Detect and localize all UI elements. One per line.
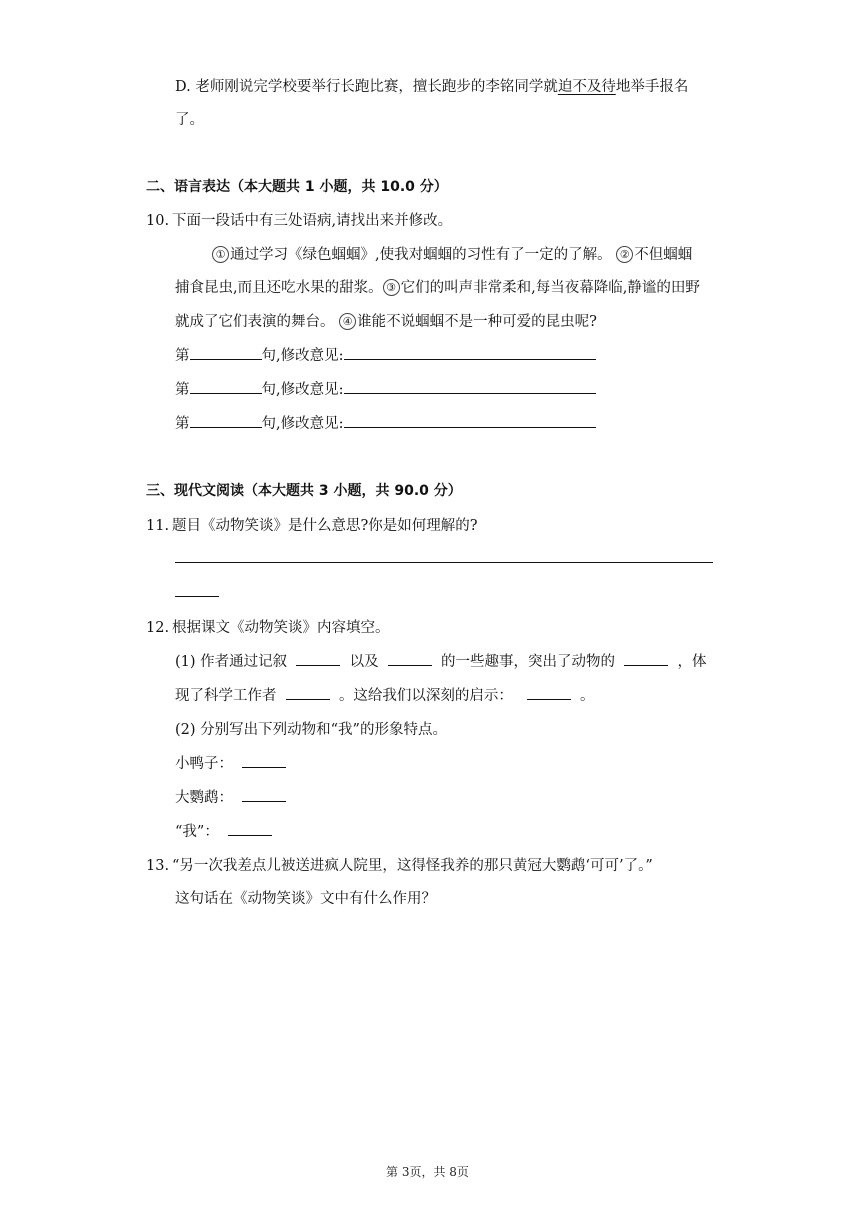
q10-passage-line1: [212, 243, 692, 264]
sentence-number-blank[interactable]: [190, 345, 262, 360]
revision-blank[interactable]: [344, 345, 596, 360]
q12-item-me: [175, 820, 272, 841]
q12-blank-3[interactable]: [624, 651, 668, 666]
q9-text-prefix: D. 老师刚说完学校要举行长跑比赛，擅长跑步的李铭同学就: [175, 79, 558, 95]
parrot-blank[interactable]: [242, 787, 286, 802]
answer-prefix: 第: [175, 348, 190, 364]
q10-prompt-text: 下面一段话中有三处语病,请找出来并修改。: [172, 213, 453, 229]
q12-p1-text-e: 现了科学工作者: [175, 688, 277, 704]
sentence-4: 谁能不说蝈蝈不是一种可爱的昆虫呢?: [357, 314, 597, 330]
q11-answer-line-1[interactable]: [175, 562, 713, 563]
q10-answer-row-3: [175, 412, 596, 433]
answer-label: 句,修改意见:: [261, 416, 344, 432]
q12-blank-1[interactable]: [296, 651, 340, 666]
q12-prompt-text: 根据课文《动物笑谈》内容填空。: [172, 620, 390, 636]
sentence-1: 通过学习《绿色蝈蝈》,使我对蝈蝈的习性有了一定的了解。: [230, 247, 612, 263]
answer-label: 句,修改意见:: [261, 382, 344, 398]
me-label: “我”：: [175, 824, 219, 840]
section-3-heading: 三、现代文阅读（本大题共 3 小题，共 90.0 分）: [146, 483, 462, 499]
answer-label: 句,修改意见:: [261, 348, 344, 364]
revision-blank[interactable]: [344, 413, 596, 428]
q10-answer-row-2: [175, 378, 596, 399]
sentence-number-blank[interactable]: [190, 379, 262, 394]
section-2-heading: 二、语言表达（本大题共 1 小题，共 10.0 分）: [146, 179, 448, 195]
q12-blank-4[interactable]: [286, 685, 330, 700]
q12-blank-5[interactable]: [527, 685, 571, 700]
answer-prefix: 第: [175, 382, 190, 398]
q10-number: 10.: [146, 213, 170, 229]
q12-prompt: [146, 616, 390, 637]
parrot-label: 大鹦鹉：: [175, 790, 233, 806]
q13-quote: “另一次我差点儿被送进疯人院里，这得怪我养的那只黄冠大鹦鹉‘可可’了。”: [172, 858, 653, 874]
q13-line2: 这句话在《动物笑谈》文中有什么作用？: [175, 891, 436, 907]
q12-p1-text-a: (1) 作者通过记叙: [175, 654, 288, 670]
q13-line1: [146, 854, 653, 875]
q12-number: 12.: [146, 620, 170, 636]
q10-answer-row-1: [175, 344, 596, 365]
q9-text-suffix: 地举手报名: [615, 79, 689, 95]
q12-part1-line1: [175, 650, 706, 671]
sentence-1-marker: ①: [212, 246, 229, 263]
q11-answer-line-2[interactable]: [175, 596, 219, 597]
sentence-3-part-b: 就成了它们表演的舞台。: [175, 314, 335, 330]
q12-p1-text-b: 以及: [349, 654, 379, 670]
q12-p1-text-g: 。: [579, 688, 595, 704]
me-blank[interactable]: [228, 821, 272, 836]
q12-part2: (2) 分别写出下列动物和“我”的形象特点。: [175, 722, 447, 738]
sentence-2-part-b: 捕食昆虫,而且还吃水果的甜浆。: [175, 280, 383, 296]
revision-blank[interactable]: [344, 379, 596, 394]
page-footer: 第 3页，共 8页: [386, 1165, 469, 1179]
q12-p1-text-f: 。这给我们以深刻的启示：: [338, 688, 513, 704]
q11-prompt: [146, 514, 478, 535]
q11-number: 11.: [146, 518, 170, 534]
q9-option-d-line1: [175, 75, 688, 96]
duckling-label: 小鸭子：: [175, 756, 233, 772]
answer-prefix: 第: [175, 416, 190, 432]
sentence-2-marker: ②: [616, 246, 633, 263]
q12-p1-text-d: ，体: [677, 654, 707, 670]
q10-prompt: [146, 209, 452, 230]
sentence-3-marker: ③: [383, 279, 400, 296]
q12-blank-2[interactable]: [388, 651, 432, 666]
q10-passage-line2: [175, 276, 700, 297]
sentence-3-part-a: 它们的叫声非常柔和,每当夜幕降临,静谧的田野: [400, 280, 700, 296]
q12-item-parrot: [175, 786, 286, 807]
q10-passage-line3: [175, 310, 597, 331]
q11-prompt-text: 题目《动物笑谈》是什么意思?你是如何理解的?: [172, 518, 478, 534]
sentence-number-blank[interactable]: [190, 413, 262, 428]
q13-number: 13.: [146, 858, 170, 874]
sentence-4-marker: ④: [339, 313, 356, 330]
q12-p1-text-c: 的一些趣事，突出了动物的: [441, 654, 616, 670]
q12-item-duckling: [175, 752, 286, 773]
q9-option-d-line2: 了。: [175, 112, 204, 128]
sentence-2-part-a: 不但蝈蝈: [634, 247, 693, 263]
q9-underlined-idiom: 迫不及待: [557, 79, 616, 95]
q12-part1-line2: [175, 684, 594, 705]
duckling-blank[interactable]: [242, 753, 286, 768]
